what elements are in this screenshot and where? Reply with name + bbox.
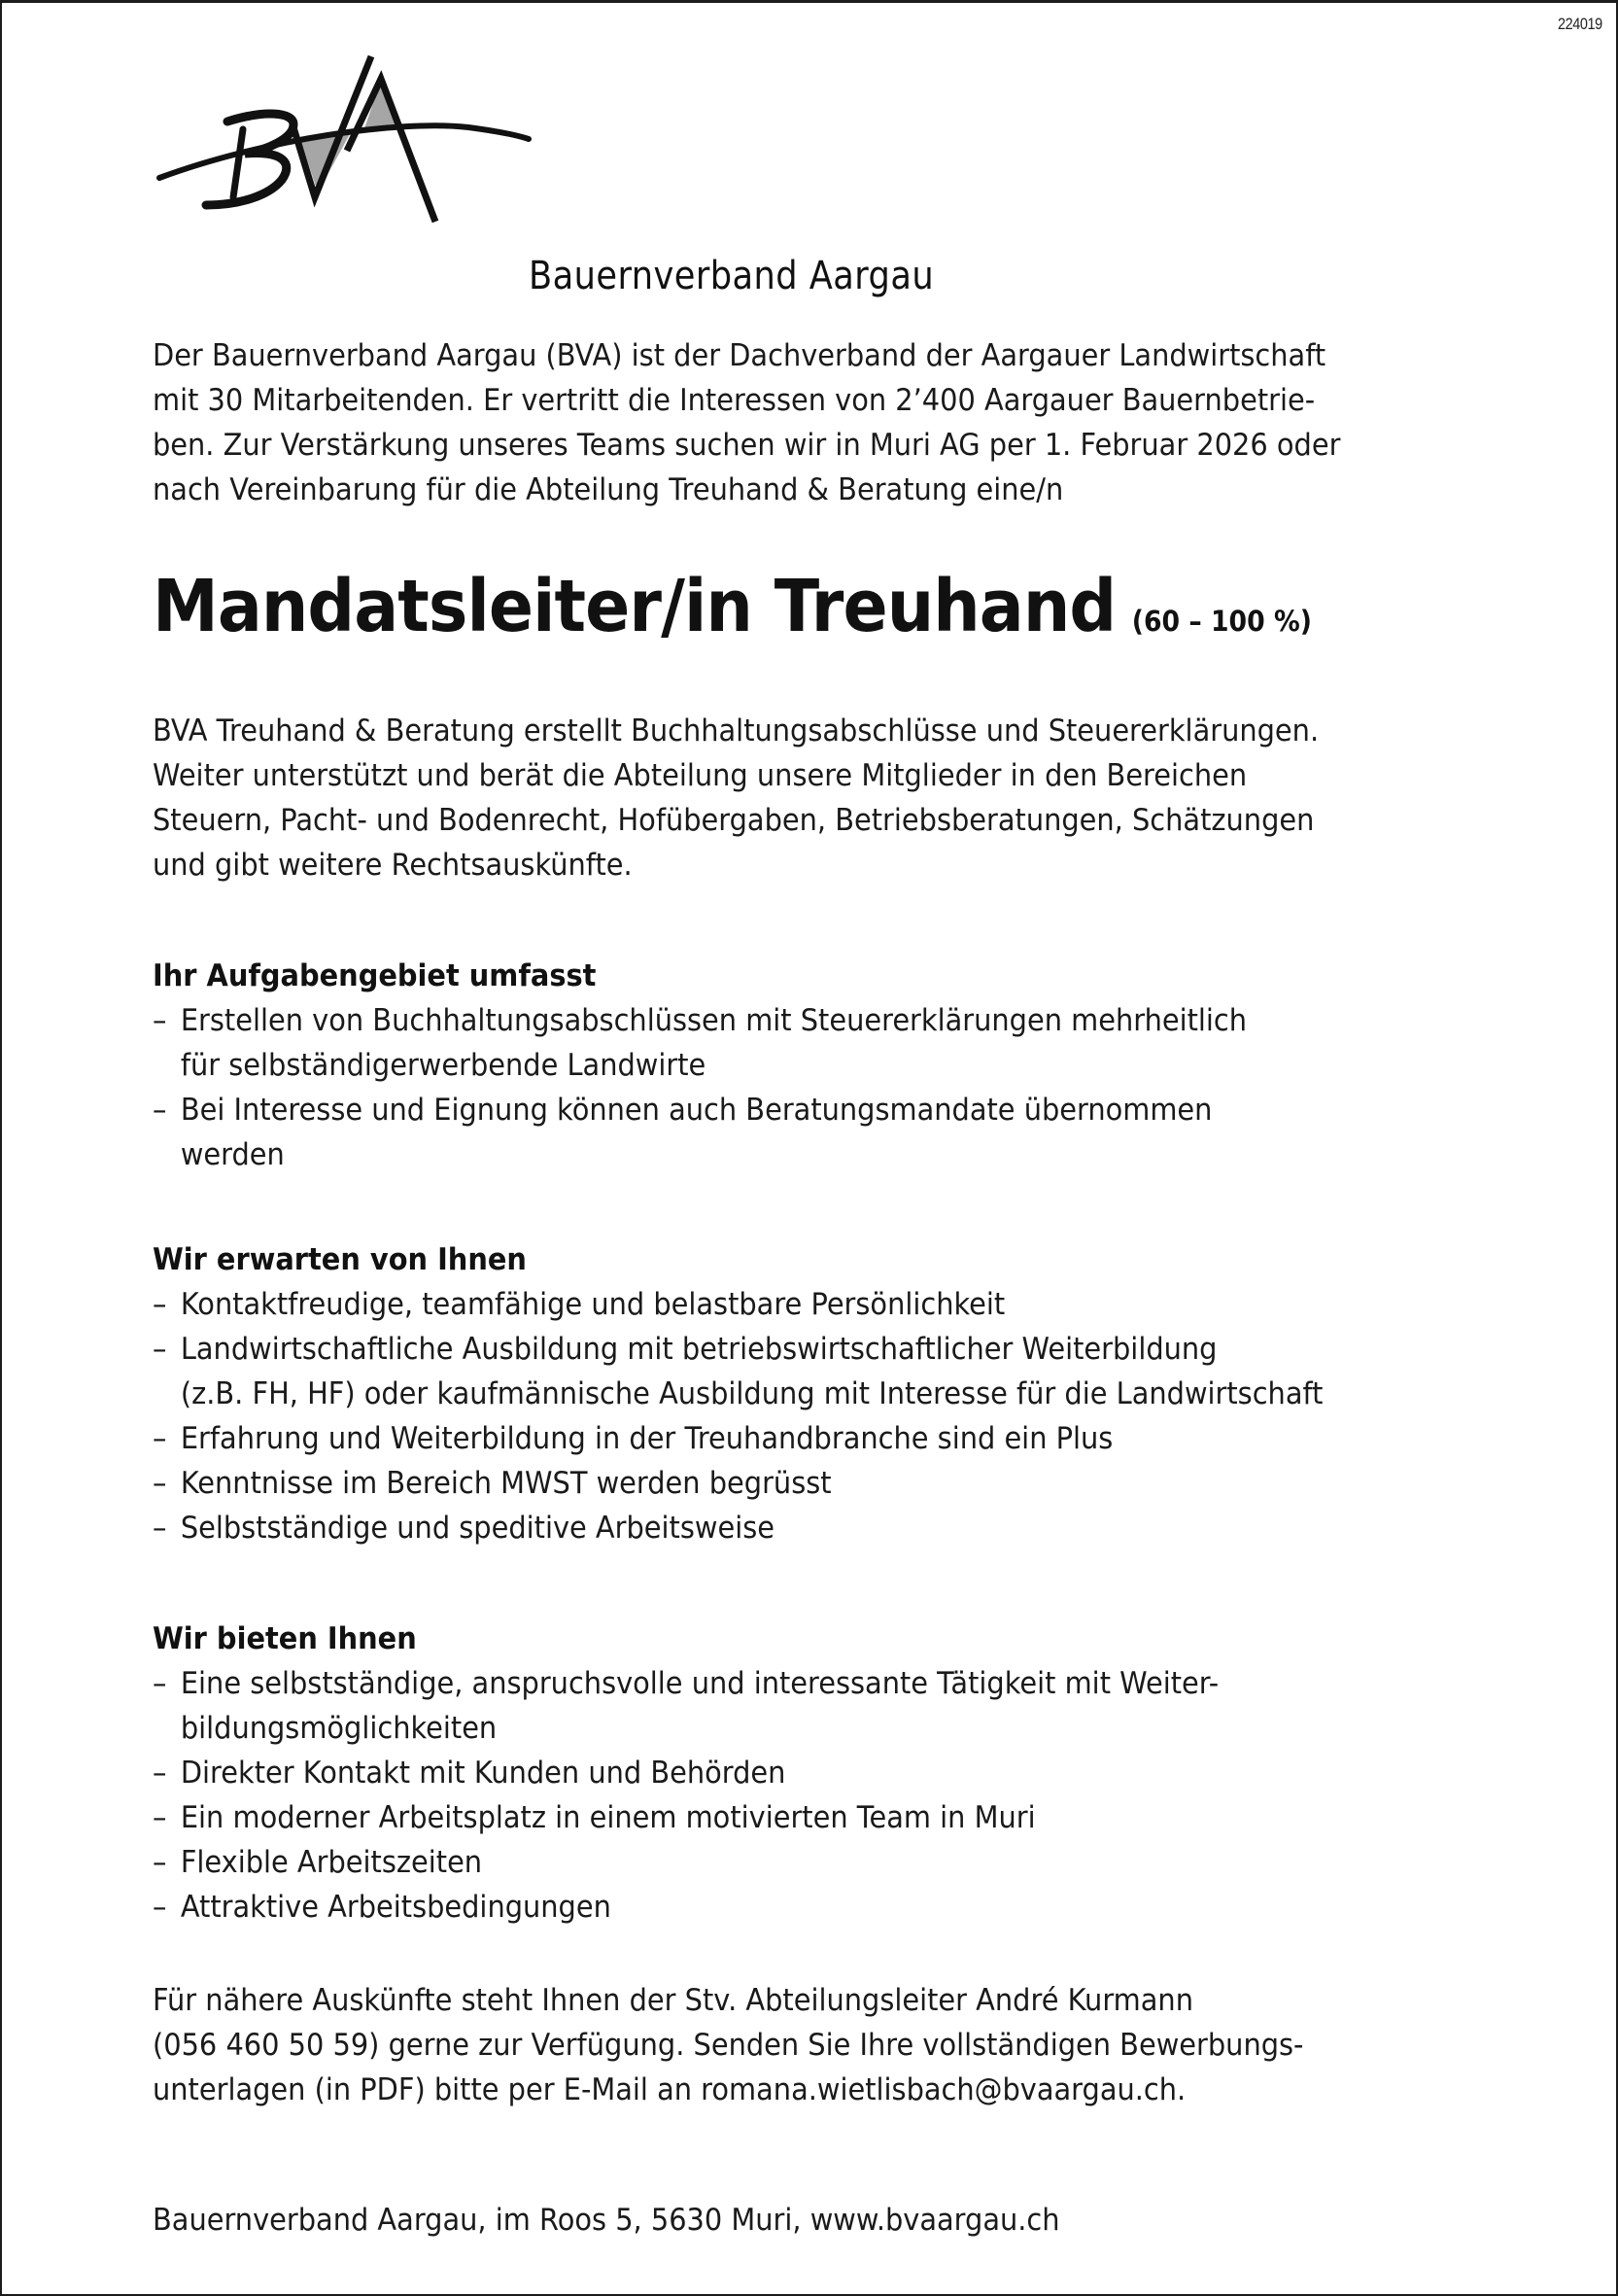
bva-logo	[148, 42, 935, 298]
list-item: – Landwirtschaftliche Ausbildung mit betriebswirtschaftlicher Weiterbildung (z.B. FH, HF) oder kaufmännische Ausbildung mit Interesse für die Landwirtschaft	[153, 1327, 1460, 1416]
section-tasks	[153, 954, 1558, 1177]
workload: (60 – 100 %)	[1131, 605, 1312, 638]
bullet-dash: –	[153, 1511, 167, 1546]
intro-line: mit 30 Mitarbeitenden. Er vertritt die Interessen von 2’400 Aargauer Bauernbetrie-	[153, 383, 1316, 418]
job-title-text: Mandatsleiter/in Treuhand	[153, 565, 1117, 648]
section-requirements	[153, 1237, 1558, 1550]
list-item: – Ein moderner Arbeitsplatz in einem motivierten Team in Muri	[153, 1795, 1460, 1840]
intro-line: nach Vereinbarung für die Abteilung Treuhand & Beratung eine/n	[153, 472, 1064, 507]
intro-paragraph	[153, 333, 1558, 512]
logo-name: Bauernverband Aargau	[529, 254, 935, 298]
list-item: – Attraktive Arbeitsbedingungen	[153, 1885, 1460, 1930]
section-offer	[153, 1617, 1558, 1930]
section-heading: Wir bieten Ihnen	[153, 1621, 417, 1656]
bullet-dash: –	[153, 1756, 167, 1791]
ad-code: 224019	[1558, 15, 1602, 33]
bullet-dash: –	[153, 1421, 167, 1456]
description-line: Weiter unterstützt und berät die Abteilung unsere Mitglieder in den Bereichen	[153, 758, 1248, 793]
bullet-dash: –	[153, 1093, 167, 1128]
list-item: – Eine selbstständige, anspruchsvolle und interessante Tätigkeit mit Weiter- bildungsmöglichkeiten	[153, 1661, 1460, 1751]
bullet-dash: –	[153, 1332, 167, 1367]
intro-line: ben. Zur Verstärkung unseres Teams suchen wir in Muri AG per 1. Februar 2026 oder	[153, 428, 1341, 463]
description-line: Steuern, Pacht- und Bodenrecht, Hofübergaben, Betriebsberatungen, Schätzungen	[153, 803, 1315, 838]
bva-logo-mark-icon	[148, 42, 770, 246]
bullet-dash: –	[153, 1003, 167, 1038]
contact-paragraph	[153, 1978, 1558, 2112]
bullet-dash: –	[153, 1890, 167, 1925]
intro-line: Der Bauernverband Aargau (BVA) ist der Dachverband der Aargauer Landwirtschaft	[153, 338, 1326, 373]
description-paragraph	[153, 709, 1558, 887]
contact-line: (056 460 50 59) gerne zur Verfügung. Senden Sie Ihre vollständigen Bewerbungs-	[153, 2028, 1304, 2063]
footer-address	[153, 2198, 1558, 2243]
list-item: – Erfahrung und Weiterbildung in der Treuhandbranche sind ein Plus	[153, 1416, 1460, 1461]
bullet-dash: –	[153, 1666, 167, 1701]
footer-text: Bauernverband Aargau, im Roos 5, 5630 Muri, www.bvaargau.ch	[153, 2203, 1060, 2238]
list-item: – Direkter Kontakt mit Kunden und Behörden	[153, 1751, 1460, 1795]
logo-a	[347, 79, 435, 222]
contact-line: unterlagen (in PDF) bitte per E-Mail an romana.wietlisbach@bvaargau.ch.	[153, 2072, 1187, 2107]
bullet-dash: –	[153, 1287, 167, 1322]
bullet-dash: –	[153, 1466, 167, 1501]
list-item: – Selbstständige und speditive Arbeitsweise	[153, 1506, 1460, 1550]
logo-b-stem	[233, 129, 243, 197]
list-item: – Flexible Arbeitszeiten	[153, 1840, 1460, 1885]
section-heading: Ihr Aufgabengebiet umfasst	[153, 958, 597, 993]
description-line: und gibt weitere Rechtsauskünfte.	[153, 848, 633, 883]
bullet-dash: –	[153, 1845, 167, 1880]
list-item: – Kenntnisse im Bereich MWST werden begrüsst	[153, 1461, 1460, 1506]
section-heading: Wir erwarten von Ihnen	[153, 1242, 527, 1277]
bullet-dash: –	[153, 1800, 167, 1835]
list-item: – Kontaktfreudige, teamfähige und belastbare Persönlichkeit	[153, 1282, 1460, 1327]
job-title	[153, 565, 1312, 648]
description-line: BVA Treuhand & Beratung erstellt Buchhaltungsabschlüsse und Steuererklärungen.	[153, 713, 1320, 748]
list-item: – Erstellen von Buchhaltungsabschlüssen mit Steuererklärungen mehrheitlich für selbständigerwerbende Landwirte	[153, 998, 1460, 1088]
list-item: – Bei Interesse und Eignung können auch Beratungsmandate übernommen werden	[153, 1088, 1460, 1177]
contact-line: Für nähere Auskünfte steht Ihnen der Stv. Abteilungsleiter André Kurmann	[153, 1983, 1193, 2018]
